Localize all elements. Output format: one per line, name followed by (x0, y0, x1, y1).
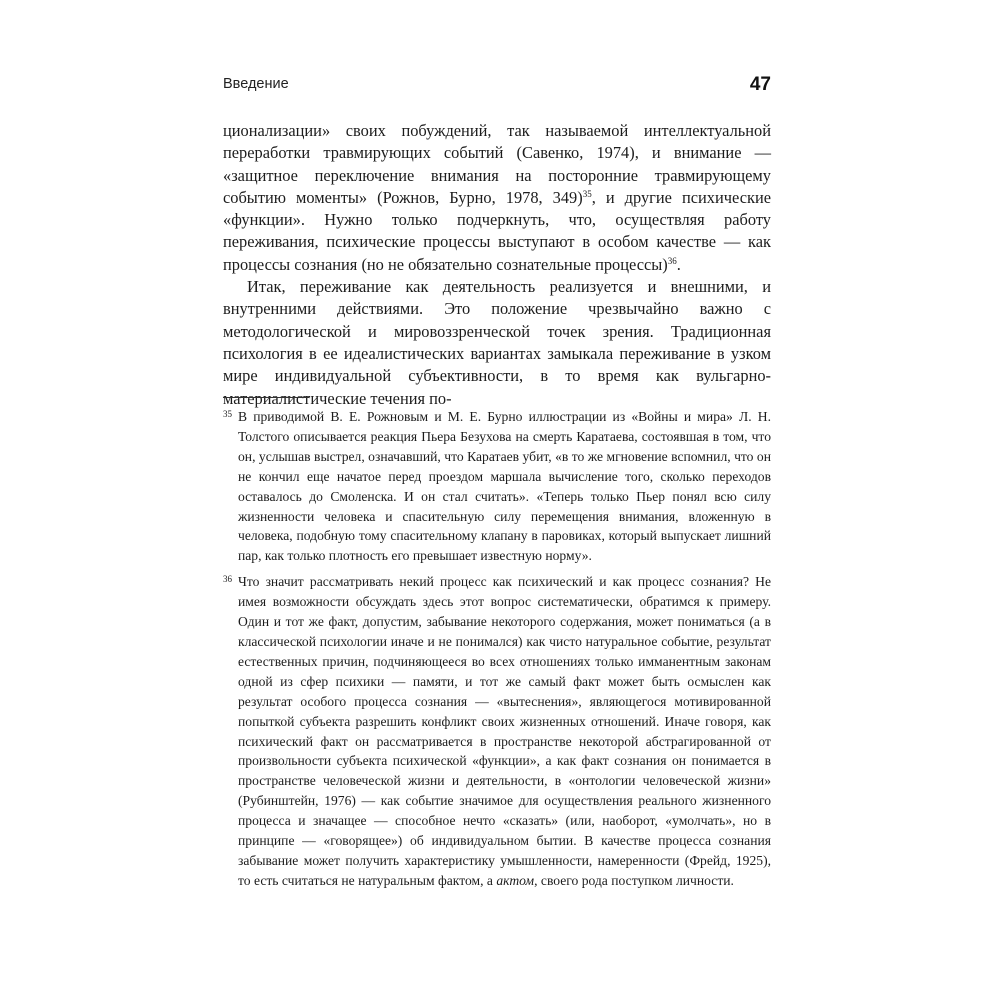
paragraph-text: . (676, 254, 681, 274)
paragraph-continuation (223, 120, 771, 276)
footnote-35 (223, 407, 771, 566)
footnote-36 (223, 572, 771, 891)
footnotes (223, 407, 771, 897)
footnote-ref-35[interactable]: 35 (582, 188, 592, 199)
paragraph: Итак, переживание как деятельность реализуется и внешними, и внутренними действиями. Это положение чрезвычайно важно с методологической и мировоззренческой точек зрения. Традиционная психология в ее идеалистических вариантах замыкала переживание в узком мире индивидуальной субъективности, в то время как вульгарно-материалистические течения по- (223, 277, 771, 408)
footnote-separator (223, 397, 309, 398)
footnote-number: 35 (223, 409, 232, 419)
running-header (223, 74, 771, 102)
section-title: Введение (223, 76, 289, 92)
footnote-ref-36[interactable]: 36 (667, 255, 677, 266)
paragraph-text: ционализации» своих побуждений, так называемой интеллектуальной переработки травмирующих событий (Савенко, 1974), и внимание — «защитное переключение внимания на посторонние травмирующему событию моменты» (Рожнов, Бурно, 1978, 349) (223, 121, 771, 207)
paragraph-text: , и другие психические «функции». Нужно только подчеркнуть, что, осуществляя работу переживания, психические процессы выступают в особом качестве — как процессы сознания (но не обязательно сознательные процессы) (223, 187, 771, 274)
footnote-text: Что значит рассматривать некий процесс как психический и как процесс сознания? Не имея возможности обсуждать здесь этот вопрос систематически, обратимся к примеру. Один и тот же факт, допустим, забывание некоторого содержания, может пониматься (а в классической психологии иначе и не понимался) как чисто натуральное событие, результат естественных причин, подчиняющееся во всех отношениях только имманентным законам одной из сфер психики — памяти, и тот же самый факт может быть осмыслен как результат особого процесса сознания — «вытеснения», являющегося мотивированной попыткой субъекта разрешить конфликт своих жизненных отношений. Иначе говоря, как психический факт он рассматривается в пространстве некоторой абстрагированной от произвольности субъекта психической «функции», а как факт сознания он понимается в пространстве человеческой жизни и деятельности, в «онтологии человеческой жизни» (Рубинштейн, 1976) — как событие значимое для осуществления реального жизненного процесса и значащее — способное нечто «сказать» (или, наоборот, «умолчать», но в принципе — «говорящее») об индивидуальном бытии. В качестве процесса сознания забывание может получить характеристику умышленности, намеренности (Фрейд, 1925), то есть считаться не натуральным фактом, а (238, 574, 771, 888)
footnote-text: В приводимой В. Е. Рожновым и М. Е. Бурно иллюстрации из «Войны и мира» Л. Н. Толстого описывается реакция Пьера Безухова на смерть Каратаева, состоявшая в том, что он, услышав выстрел, означавший, что Каратаев убит, «в то же мгновение вспомнил, что он не кончил еще начатое перед проездом маршала вычисление того, сколько переходов оставалось до Смоленска. И он стал считать». «Теперь только Пьер понял всю силу жизненности человека и спасительную силу перемещения внимания, вложенную в человека, подобную тому спасительному клапану в паровиках, который выпускает лишний пар, как только плотность его превышает известную норму». (238, 409, 771, 564)
footnote-text: , своего рода поступком личности. (534, 872, 734, 888)
main-text (223, 120, 771, 410)
footnote-emphasis: актом (496, 872, 535, 888)
page-number: 47 (749, 74, 771, 95)
footnote-number: 36 (223, 574, 232, 585)
